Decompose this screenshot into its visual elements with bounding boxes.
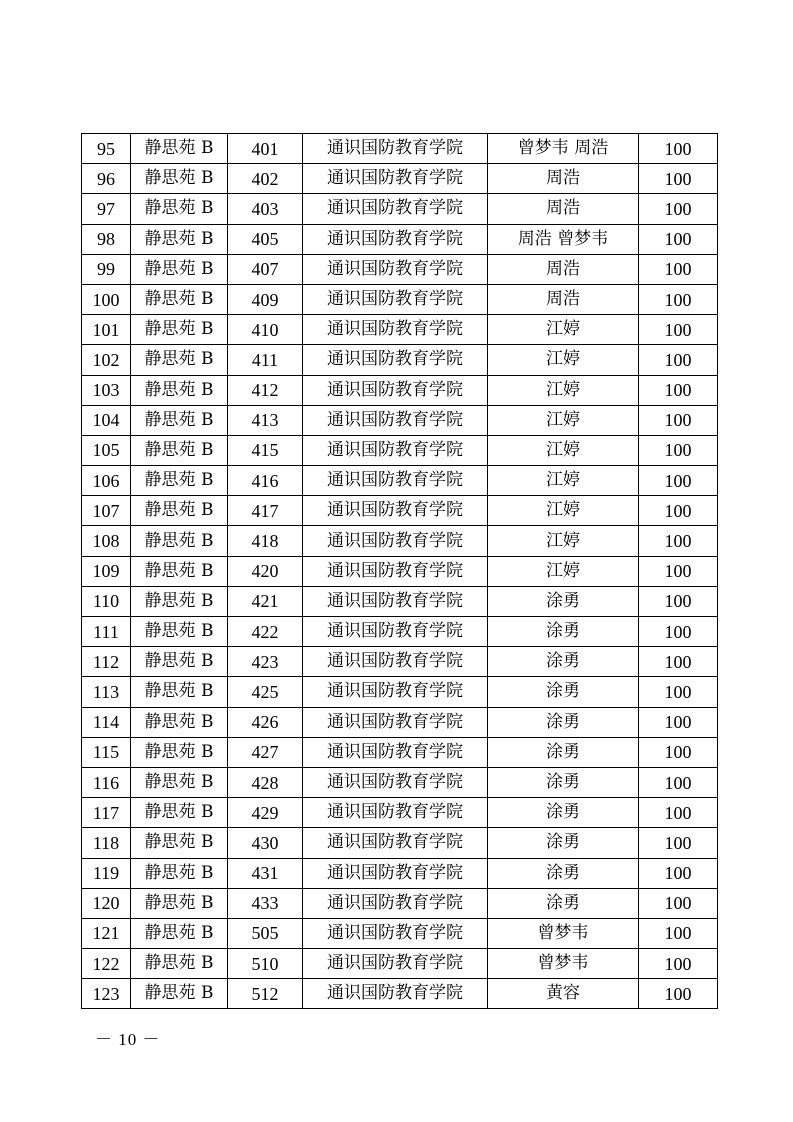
score-cell: 100 <box>639 858 718 888</box>
room-number-cell: 413 <box>228 405 303 435</box>
staff-name-cell: 涂勇 <box>488 586 639 616</box>
table-row <box>82 375 718 405</box>
room-number-cell: 512 <box>228 979 303 1009</box>
table-row <box>82 496 718 526</box>
college-cell: 通识国防教育学院 <box>303 617 488 647</box>
staff-name-cell: 涂勇 <box>488 647 639 677</box>
score-cell: 100 <box>639 949 718 979</box>
room-number-cell: 430 <box>228 828 303 858</box>
score-cell: 100 <box>639 918 718 948</box>
table-row <box>82 677 718 707</box>
staff-name-cell: 涂勇 <box>488 617 639 647</box>
score-cell: 100 <box>639 405 718 435</box>
table-row <box>82 224 718 254</box>
table-body <box>82 134 718 1009</box>
room-number-cell: 403 <box>228 194 303 224</box>
college-cell: 通识国防教育学院 <box>303 134 488 164</box>
room-number-cell: 433 <box>228 888 303 918</box>
row-index-cell: 123 <box>82 979 131 1009</box>
table-row <box>82 466 718 496</box>
college-cell: 通识国防教育学院 <box>303 224 488 254</box>
score-cell: 100 <box>639 617 718 647</box>
building-cell: 静思苑 B <box>131 194 228 224</box>
room-number-cell: 420 <box>228 556 303 586</box>
score-cell: 100 <box>639 767 718 797</box>
table-row <box>82 526 718 556</box>
table-row <box>82 164 718 194</box>
staff-name-cell: 涂勇 <box>488 858 639 888</box>
table-row <box>82 858 718 888</box>
staff-name-cell: 周浩 <box>488 164 639 194</box>
staff-name-cell: 江婷 <box>488 556 639 586</box>
college-cell: 通识国防教育学院 <box>303 466 488 496</box>
room-number-cell: 405 <box>228 224 303 254</box>
score-cell: 100 <box>639 526 718 556</box>
page-number: － 10 － <box>95 1030 161 1049</box>
building-cell: 静思苑 B <box>131 375 228 405</box>
table-row <box>82 798 718 828</box>
table-row <box>82 737 718 767</box>
college-cell: 通识国防教育学院 <box>303 254 488 284</box>
row-index-cell: 119 <box>82 858 131 888</box>
table-row <box>82 405 718 435</box>
college-cell: 通识国防教育学院 <box>303 737 488 767</box>
score-cell: 100 <box>639 828 718 858</box>
table-row <box>82 949 718 979</box>
room-number-cell: 510 <box>228 949 303 979</box>
row-index-cell: 99 <box>82 254 131 284</box>
room-number-cell: 428 <box>228 767 303 797</box>
building-cell: 静思苑 B <box>131 949 228 979</box>
table-row <box>82 979 718 1009</box>
score-cell: 100 <box>639 496 718 526</box>
table-row <box>82 707 718 737</box>
row-index-cell: 104 <box>82 405 131 435</box>
row-index-cell: 101 <box>82 315 131 345</box>
score-cell: 100 <box>639 707 718 737</box>
college-cell: 通识国防教育学院 <box>303 586 488 616</box>
row-index-cell: 111 <box>82 617 131 647</box>
building-cell: 静思苑 B <box>131 556 228 586</box>
building-cell: 静思苑 B <box>131 828 228 858</box>
college-cell: 通识国防教育学院 <box>303 164 488 194</box>
score-cell: 100 <box>639 134 718 164</box>
staff-name-cell: 江婷 <box>488 315 639 345</box>
college-cell: 通识国防教育学院 <box>303 949 488 979</box>
college-cell: 通识国防教育学院 <box>303 315 488 345</box>
row-index-cell: 114 <box>82 707 131 737</box>
table-row <box>82 586 718 616</box>
room-number-cell: 426 <box>228 707 303 737</box>
college-cell: 通识国防教育学院 <box>303 496 488 526</box>
building-cell: 静思苑 B <box>131 284 228 314</box>
score-cell: 100 <box>639 586 718 616</box>
staff-name-cell: 江婷 <box>488 405 639 435</box>
score-cell: 100 <box>639 888 718 918</box>
row-index-cell: 100 <box>82 284 131 314</box>
college-cell: 通识国防教育学院 <box>303 677 488 707</box>
staff-name-cell: 涂勇 <box>488 798 639 828</box>
staff-name-cell: 江婷 <box>488 466 639 496</box>
building-cell: 静思苑 B <box>131 435 228 465</box>
table-row <box>82 194 718 224</box>
room-number-cell: 418 <box>228 526 303 556</box>
college-cell: 通识国防教育学院 <box>303 828 488 858</box>
table-row <box>82 345 718 375</box>
score-cell: 100 <box>639 737 718 767</box>
row-index-cell: 122 <box>82 949 131 979</box>
building-cell: 静思苑 B <box>131 586 228 616</box>
row-index-cell: 120 <box>82 888 131 918</box>
staff-name-cell: 江婷 <box>488 375 639 405</box>
row-index-cell: 103 <box>82 375 131 405</box>
building-cell: 静思苑 B <box>131 254 228 284</box>
score-cell: 100 <box>639 224 718 254</box>
building-cell: 静思苑 B <box>131 677 228 707</box>
table-row <box>82 828 718 858</box>
room-number-cell: 415 <box>228 435 303 465</box>
score-cell: 100 <box>639 798 718 828</box>
room-number-cell: 409 <box>228 284 303 314</box>
building-cell: 静思苑 B <box>131 526 228 556</box>
score-cell: 100 <box>639 164 718 194</box>
staff-name-cell: 涂勇 <box>488 677 639 707</box>
score-cell: 100 <box>639 345 718 375</box>
staff-name-cell: 江婷 <box>488 435 639 465</box>
row-index-cell: 107 <box>82 496 131 526</box>
score-cell: 100 <box>639 375 718 405</box>
college-cell: 通识国防教育学院 <box>303 858 488 888</box>
college-cell: 通识国防教育学院 <box>303 375 488 405</box>
score-cell: 100 <box>639 677 718 707</box>
table-row <box>82 254 718 284</box>
staff-name-cell: 涂勇 <box>488 737 639 767</box>
table-row <box>82 284 718 314</box>
staff-name-cell: 江婷 <box>488 526 639 556</box>
table-row <box>82 888 718 918</box>
building-cell: 静思苑 B <box>131 345 228 375</box>
building-cell: 静思苑 B <box>131 767 228 797</box>
room-number-cell: 411 <box>228 345 303 375</box>
score-cell: 100 <box>639 254 718 284</box>
score-cell: 100 <box>639 435 718 465</box>
row-index-cell: 108 <box>82 526 131 556</box>
building-cell: 静思苑 B <box>131 315 228 345</box>
college-cell: 通识国防教育学院 <box>303 556 488 586</box>
score-cell: 100 <box>639 284 718 314</box>
row-index-cell: 95 <box>82 134 131 164</box>
table-row <box>82 134 718 164</box>
row-index-cell: 109 <box>82 556 131 586</box>
building-cell: 静思苑 B <box>131 617 228 647</box>
staff-name-cell: 黄容 <box>488 979 639 1009</box>
college-cell: 通识国防教育学院 <box>303 798 488 828</box>
staff-name-cell: 曾梦韦 <box>488 949 639 979</box>
staff-name-cell: 涂勇 <box>488 888 639 918</box>
college-cell: 通识国防教育学院 <box>303 345 488 375</box>
room-number-cell: 401 <box>228 134 303 164</box>
staff-name-cell: 江婷 <box>488 496 639 526</box>
room-number-cell: 412 <box>228 375 303 405</box>
staff-name-cell: 周浩 曾梦韦 <box>488 224 639 254</box>
building-cell: 静思苑 B <box>131 496 228 526</box>
row-index-cell: 113 <box>82 677 131 707</box>
row-index-cell: 121 <box>82 918 131 948</box>
building-cell: 静思苑 B <box>131 798 228 828</box>
table-row <box>82 435 718 465</box>
row-index-cell: 112 <box>82 647 131 677</box>
building-cell: 静思苑 B <box>131 134 228 164</box>
staff-name-cell: 曾梦韦 周浩 <box>488 134 639 164</box>
staff-name-cell: 涂勇 <box>488 828 639 858</box>
room-number-cell: 431 <box>228 858 303 888</box>
building-cell: 静思苑 B <box>131 858 228 888</box>
room-number-cell: 427 <box>228 737 303 767</box>
college-cell: 通识国防教育学院 <box>303 284 488 314</box>
row-index-cell: 102 <box>82 345 131 375</box>
college-cell: 通识国防教育学院 <box>303 707 488 737</box>
room-number-cell: 407 <box>228 254 303 284</box>
row-index-cell: 117 <box>82 798 131 828</box>
building-cell: 静思苑 B <box>131 164 228 194</box>
staff-name-cell: 涂勇 <box>488 707 639 737</box>
college-cell: 通识国防教育学院 <box>303 526 488 556</box>
table-row <box>82 556 718 586</box>
score-cell: 100 <box>639 315 718 345</box>
row-index-cell: 106 <box>82 466 131 496</box>
building-cell: 静思苑 B <box>131 979 228 1009</box>
table-row <box>82 315 718 345</box>
building-cell: 静思苑 B <box>131 466 228 496</box>
row-index-cell: 97 <box>82 194 131 224</box>
college-cell: 通识国防教育学院 <box>303 647 488 677</box>
row-index-cell: 116 <box>82 767 131 797</box>
row-index-cell: 118 <box>82 828 131 858</box>
building-cell: 静思苑 B <box>131 918 228 948</box>
room-number-cell: 417 <box>228 496 303 526</box>
room-number-cell: 416 <box>228 466 303 496</box>
room-number-cell: 422 <box>228 617 303 647</box>
table-row <box>82 767 718 797</box>
building-cell: 静思苑 B <box>131 405 228 435</box>
building-cell: 静思苑 B <box>131 647 228 677</box>
college-cell: 通识国防教育学院 <box>303 888 488 918</box>
row-index-cell: 115 <box>82 737 131 767</box>
table-row <box>82 647 718 677</box>
row-index-cell: 110 <box>82 586 131 616</box>
score-cell: 100 <box>639 466 718 496</box>
staff-name-cell: 周浩 <box>488 254 639 284</box>
college-cell: 通识国防教育学院 <box>303 435 488 465</box>
score-cell: 100 <box>639 556 718 586</box>
college-cell: 通识国防教育学院 <box>303 767 488 797</box>
room-number-cell: 423 <box>228 647 303 677</box>
row-index-cell: 98 <box>82 224 131 254</box>
room-number-cell: 421 <box>228 586 303 616</box>
table-row <box>82 617 718 647</box>
row-index-cell: 105 <box>82 435 131 465</box>
building-cell: 静思苑 B <box>131 707 228 737</box>
staff-name-cell: 周浩 <box>488 194 639 224</box>
staff-name-cell: 曾梦韦 <box>488 918 639 948</box>
score-cell: 100 <box>639 194 718 224</box>
staff-name-cell: 周浩 <box>488 284 639 314</box>
building-cell: 静思苑 B <box>131 737 228 767</box>
room-number-cell: 410 <box>228 315 303 345</box>
staff-name-cell: 江婷 <box>488 345 639 375</box>
college-cell: 通识国防教育学院 <box>303 405 488 435</box>
room-number-cell: 505 <box>228 918 303 948</box>
college-cell: 通识国防教育学院 <box>303 979 488 1009</box>
building-cell: 静思苑 B <box>131 224 228 254</box>
room-number-cell: 429 <box>228 798 303 828</box>
table-row <box>82 918 718 948</box>
score-cell: 100 <box>639 647 718 677</box>
room-number-cell: 425 <box>228 677 303 707</box>
score-cell: 100 <box>639 979 718 1009</box>
row-index-cell: 96 <box>82 164 131 194</box>
dormitory-score-table <box>81 133 718 1009</box>
staff-name-cell: 涂勇 <box>488 767 639 797</box>
building-cell: 静思苑 B <box>131 888 228 918</box>
college-cell: 通识国防教育学院 <box>303 918 488 948</box>
college-cell: 通识国防教育学院 <box>303 194 488 224</box>
room-number-cell: 402 <box>228 164 303 194</box>
